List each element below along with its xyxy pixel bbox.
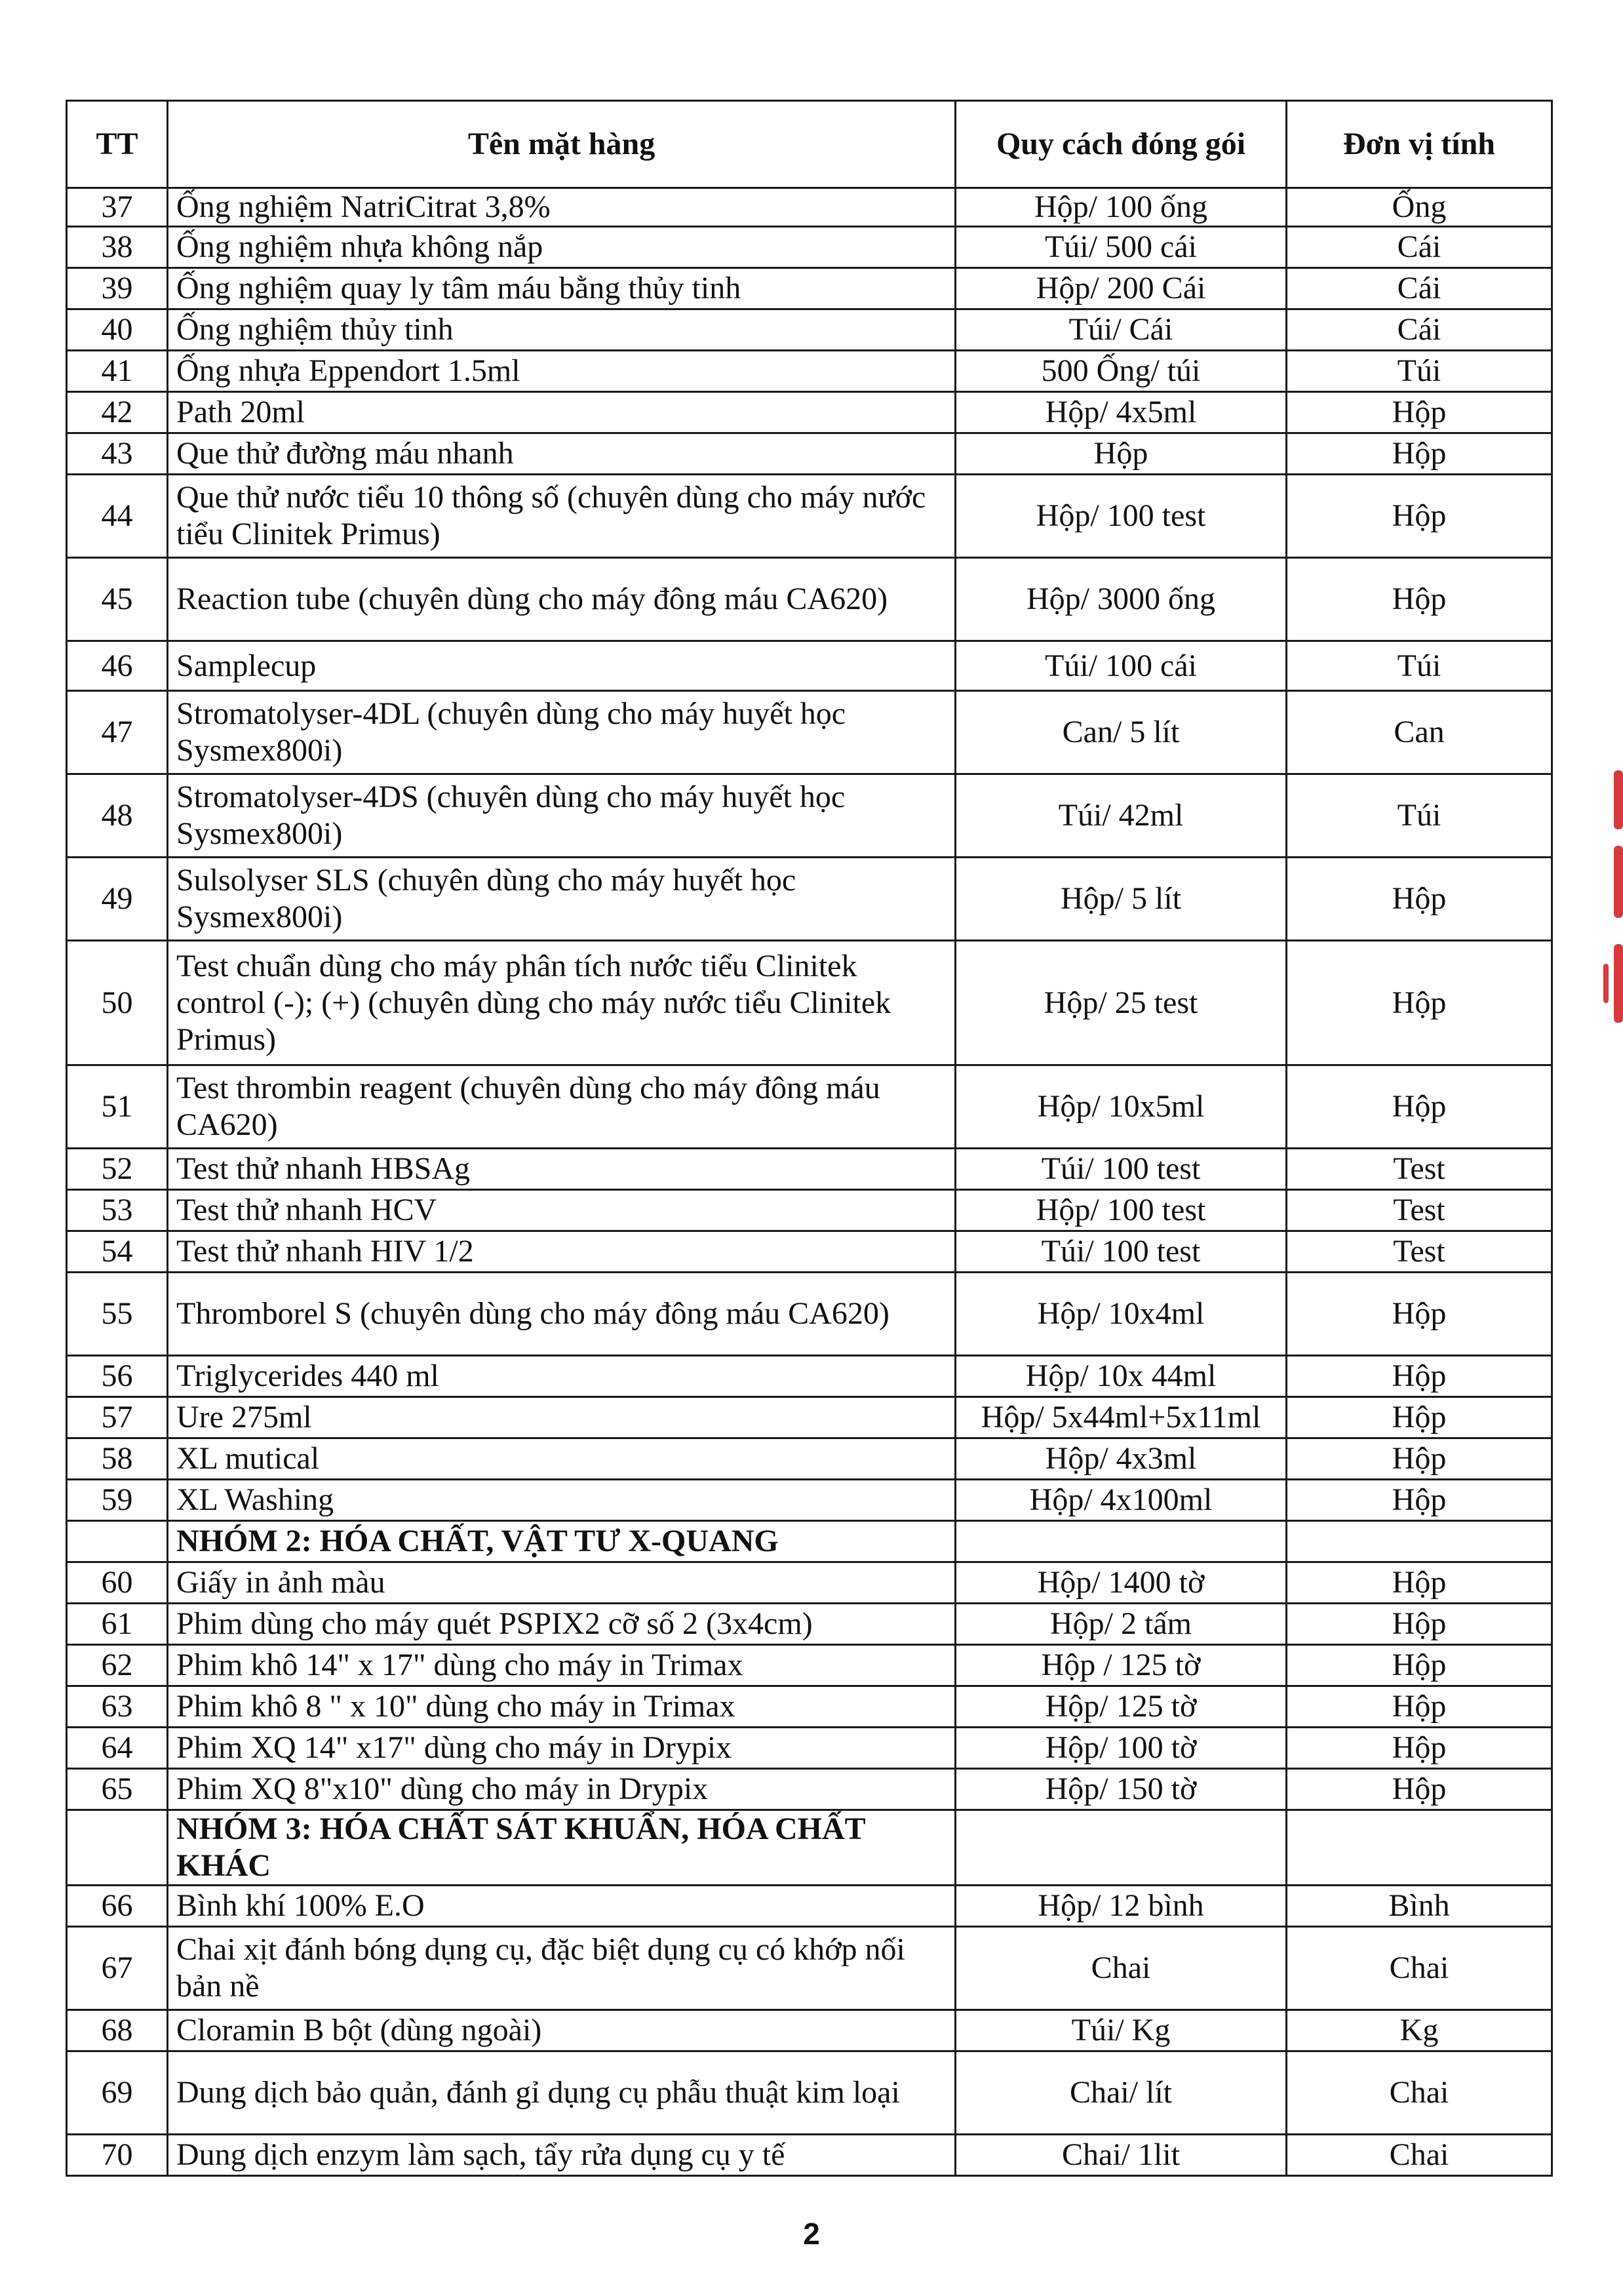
items-table xyxy=(66,100,1553,2177)
group-heading-row xyxy=(67,1521,1552,1562)
item-name: XL mutical xyxy=(168,1438,956,1480)
item-name: Stromatolyser-4DL (chuyên dùng cho máy huyết học Sysmex800i) xyxy=(168,691,956,774)
unit-of-measure: Túi xyxy=(1287,641,1552,691)
table-row xyxy=(67,1190,1552,1231)
packing-spec: Hộp/ 100 ống xyxy=(956,188,1287,227)
item-name: Test thrombin reagent (chuyên dùng cho máy đông máu CA620) xyxy=(168,1065,956,1149)
row-number: 49 xyxy=(67,858,168,941)
unit-of-measure: Hộp xyxy=(1287,1438,1552,1480)
packing-spec: Hộp/ 4x100ml xyxy=(956,1480,1287,1521)
header-tt: TT xyxy=(67,101,168,188)
packing-spec: Hộp/ 1400 tờ xyxy=(956,1562,1287,1604)
item-name: Phim XQ 8"x10" dùng cho máy in Drypix xyxy=(168,1769,956,1810)
table-row xyxy=(67,1886,1552,1927)
item-name: Thromborel S (chuyên dùng cho máy đông máu CA620) xyxy=(168,1273,956,1356)
row-number: 51 xyxy=(67,1065,168,1149)
unit-of-measure: Hộp xyxy=(1287,858,1552,941)
row-number: 38 xyxy=(67,227,168,268)
item-name: Giấy in ảnh màu xyxy=(168,1562,956,1604)
packing-spec: Hộp/ 100 test xyxy=(956,1190,1287,1231)
item-name: Samplecup xyxy=(168,641,956,691)
unit-of-measure: Bình xyxy=(1287,1886,1552,1927)
packing-spec: Túi/ 100 test xyxy=(956,1149,1287,1190)
unit-of-measure: Test xyxy=(1287,1149,1552,1190)
packing-spec: Hộp / 125 tờ xyxy=(956,1645,1287,1686)
packing-spec: Túi/ 100 test xyxy=(956,1231,1287,1273)
item-name: Que thử nước tiểu 10 thông số (chuyên dùng cho máy nước tiểu Clinitek Primus) xyxy=(168,475,956,558)
item-name: Stromatolyser-4DS (chuyên dùng cho máy huyết học Sysmex800i) xyxy=(168,774,956,858)
unit-of-measure: Can xyxy=(1287,691,1552,774)
table-row xyxy=(67,1927,1552,2010)
row-number: 65 xyxy=(67,1769,168,1810)
unit-of-measure: Hộp xyxy=(1287,1645,1552,1686)
packing-spec: Túi/ Kg xyxy=(956,2010,1287,2051)
table-row xyxy=(67,1397,1552,1438)
unit-of-measure: Test xyxy=(1287,1190,1552,1231)
row-number: 57 xyxy=(67,1397,168,1438)
item-name: Phim khô 8 " x 10" dùng cho máy in Trimax xyxy=(168,1686,956,1728)
item-name: Ống nghiệm nhựa không nắp xyxy=(168,227,956,268)
item-name: Ống nhựa Eppendort 1.5ml xyxy=(168,351,956,392)
row-number: 46 xyxy=(67,641,168,691)
row-number: 59 xyxy=(67,1480,168,1521)
row-number: 40 xyxy=(67,309,168,351)
row-number: 52 xyxy=(67,1149,168,1190)
row-number: 58 xyxy=(67,1438,168,1480)
unit-of-measure: Hộp xyxy=(1287,1604,1552,1645)
item-name: Sulsolyser SLS (chuyên dùng cho máy huyết học Sysmex800i) xyxy=(168,858,956,941)
table-row xyxy=(67,268,1552,309)
packing-spec: Hộp/ 5x44ml+5x11ml xyxy=(956,1397,1287,1438)
stamp-stroke xyxy=(1614,770,1623,829)
table-row xyxy=(67,1480,1552,1521)
packing-spec: 500 Ống/ túi xyxy=(956,351,1287,392)
packing-spec: Hộp/ 125 tờ xyxy=(956,1686,1287,1728)
item-name: Path 20ml xyxy=(168,392,956,433)
item-name: Dung dịch bảo quản, đánh gỉ dụng cụ phẫu thuật kim loại xyxy=(168,2051,956,2135)
unit-of-measure: Cái xyxy=(1287,309,1552,351)
item-name: Test thử nhanh HCV xyxy=(168,1190,956,1231)
table-row xyxy=(67,1273,1552,1356)
table-row xyxy=(67,2051,1552,2135)
table-body xyxy=(67,188,1552,2176)
row-number: 39 xyxy=(67,268,168,309)
table-row xyxy=(67,1231,1552,1273)
item-name: Bình khí 100% E.O xyxy=(168,1886,956,1927)
row-number: 50 xyxy=(67,941,168,1065)
row-number: 42 xyxy=(67,392,168,433)
item-name: Cloramin B bột (dùng ngoài) xyxy=(168,2010,956,2051)
table-row xyxy=(67,392,1552,433)
row-number: 48 xyxy=(67,774,168,858)
table-row xyxy=(67,641,1552,691)
unit-of-measure: Kg xyxy=(1287,2010,1552,2051)
row-number: 43 xyxy=(67,433,168,475)
item-name: Phim XQ 14" x17" dùng cho máy in Drypix xyxy=(168,1728,956,1769)
packing-spec: Hộp/ 10x 44ml xyxy=(956,1356,1287,1397)
packing-spec: Can/ 5 lít xyxy=(956,691,1287,774)
packing-spec: Hộp/ 4x3ml xyxy=(956,1438,1287,1480)
unit-of-measure: Túi xyxy=(1287,351,1552,392)
item-name: Chai xịt đánh bóng dụng cụ, đặc biệt dụng cụ có khớp nối bản nề xyxy=(168,1927,956,2010)
packing-spec: Chai xyxy=(956,1927,1287,2010)
unit-of-measure: Hộp xyxy=(1287,1686,1552,1728)
row-number xyxy=(67,1810,168,1886)
packing-spec: Chai/ 1lit xyxy=(956,2135,1287,2176)
item-name: NHÓM 3: HÓA CHẤT SÁT KHUẨN, HÓA CHẤT KHÁC xyxy=(168,1810,956,1886)
packing-spec: Hộp/ 12 bình xyxy=(956,1886,1287,1927)
packing-spec: Hộp/ 5 lít xyxy=(956,858,1287,941)
item-name: Test chuẩn dùng cho máy phân tích nước tiểu Clinitek control (-); (+) (chuyên dùng cho máy nước tiểu Clinitek Primus) xyxy=(168,941,956,1065)
unit-of-measure: Hộp xyxy=(1287,1562,1552,1604)
unit-of-measure: Cái xyxy=(1287,268,1552,309)
row-number: 64 xyxy=(67,1728,168,1769)
table-row xyxy=(67,1645,1552,1686)
table-row xyxy=(67,351,1552,392)
packing-spec: Hộp/ 10x5ml xyxy=(956,1065,1287,1149)
header-packing: Quy cách đóng gói xyxy=(956,101,1287,188)
packing-spec: Hộp/ 200 Cái xyxy=(956,268,1287,309)
row-number: 41 xyxy=(67,351,168,392)
unit-of-measure: Test xyxy=(1287,1231,1552,1273)
table-row xyxy=(67,1604,1552,1645)
table-row xyxy=(67,309,1552,351)
row-number xyxy=(67,1521,168,1562)
table-row xyxy=(67,774,1552,858)
table-row xyxy=(67,475,1552,558)
unit-of-measure: Chai xyxy=(1287,2135,1552,2176)
stamp-stroke xyxy=(1614,846,1623,918)
packing-spec: Hộp/ 2 tấm xyxy=(956,1604,1287,1645)
unit-of-measure: Hộp xyxy=(1287,1273,1552,1356)
packing-spec: Hộp/ 4x5ml xyxy=(956,392,1287,433)
item-name: Triglycerides 440 ml xyxy=(168,1356,956,1397)
row-number: 47 xyxy=(67,691,168,774)
unit-of-measure: Hộp xyxy=(1287,941,1552,1065)
table-row xyxy=(67,1149,1552,1190)
item-name: XL Washing xyxy=(168,1480,956,1521)
unit-of-measure: Hộp xyxy=(1287,475,1552,558)
item-name: Test thử nhanh HBSAg xyxy=(168,1149,956,1190)
row-number: 60 xyxy=(67,1562,168,1604)
stamp-stroke xyxy=(1603,964,1609,1003)
unit-of-measure: Hộp xyxy=(1287,392,1552,433)
packing-spec: Hộp/ 150 tờ xyxy=(956,1769,1287,1810)
unit-of-measure xyxy=(1287,1521,1552,1562)
row-number: 62 xyxy=(67,1645,168,1686)
packing-spec: Túi/ 500 cái xyxy=(956,227,1287,268)
unit-of-measure: Ống xyxy=(1287,188,1552,227)
packing-spec: Hộp/ 100 tờ xyxy=(956,1728,1287,1769)
packing-spec: Túi/ 100 cái xyxy=(956,641,1287,691)
table-row xyxy=(67,188,1552,227)
table-row xyxy=(67,1438,1552,1480)
item-name: Ống nghiệm thủy tinh xyxy=(168,309,956,351)
table-row xyxy=(67,941,1552,1065)
stamp-stroke xyxy=(1614,944,1623,1023)
table-row xyxy=(67,227,1552,268)
unit-of-measure: Hộp xyxy=(1287,1728,1552,1769)
packing-spec xyxy=(956,1810,1287,1886)
item-name: Phim khô 14" x 17" dùng cho máy in Trimax xyxy=(168,1645,956,1686)
table-row xyxy=(67,1356,1552,1397)
row-number: 70 xyxy=(67,2135,168,2176)
table-row xyxy=(67,1769,1552,1810)
packing-spec: Hộp/ 10x4ml xyxy=(956,1273,1287,1356)
table-row xyxy=(67,558,1552,641)
table-row xyxy=(67,2135,1552,2176)
item-name: Phim dùng cho máy quét PSPIX2 cỡ số 2 (3x4cm) xyxy=(168,1604,956,1645)
unit-of-measure: Túi xyxy=(1287,774,1552,858)
unit-of-measure: Hộp xyxy=(1287,1356,1552,1397)
unit-of-measure: Hộp xyxy=(1287,433,1552,475)
table-row xyxy=(67,1562,1552,1604)
packing-spec: Túi/ 42ml xyxy=(956,774,1287,858)
row-number: 63 xyxy=(67,1686,168,1728)
table-row xyxy=(67,858,1552,941)
row-number: 45 xyxy=(67,558,168,641)
item-name: Reaction tube (chuyên dùng cho máy đông máu CA620) xyxy=(168,558,956,641)
header-item-name: Tên mặt hàng xyxy=(168,101,956,188)
packing-spec: Hộp xyxy=(956,433,1287,475)
row-number: 37 xyxy=(67,188,168,227)
table-row xyxy=(67,2010,1552,2051)
row-number: 67 xyxy=(67,1927,168,2010)
item-name: Ống nghiệm quay ly tâm máu bằng thủy tinh xyxy=(168,268,956,309)
table-row xyxy=(67,691,1552,774)
unit-of-measure xyxy=(1287,1810,1552,1886)
row-number: 54 xyxy=(67,1231,168,1273)
unit-of-measure: Hộp xyxy=(1287,1065,1552,1149)
table-row xyxy=(67,1065,1552,1149)
packing-spec: Hộp/ 100 test xyxy=(956,475,1287,558)
packing-spec: Túi/ Cái xyxy=(956,309,1287,351)
row-number: 55 xyxy=(67,1273,168,1356)
row-number: 53 xyxy=(67,1190,168,1231)
unit-of-measure: Cái xyxy=(1287,227,1552,268)
unit-of-measure: Hộp xyxy=(1287,1480,1552,1521)
row-number: 61 xyxy=(67,1604,168,1645)
table-row xyxy=(67,1728,1552,1769)
unit-of-measure: Hộp xyxy=(1287,1769,1552,1810)
packing-spec: Hộp/ 25 test xyxy=(956,941,1287,1065)
group-heading-row xyxy=(67,1810,1552,1886)
header-unit: Đơn vị tính xyxy=(1287,101,1552,188)
packing-spec xyxy=(956,1521,1287,1562)
table-row xyxy=(67,433,1552,475)
row-number: 68 xyxy=(67,2010,168,2051)
item-name: Ure 275ml xyxy=(168,1397,956,1438)
item-name: Que thử đường máu nhanh xyxy=(168,433,956,475)
unit-of-measure: Chai xyxy=(1287,2051,1552,2135)
table-row xyxy=(67,1686,1552,1728)
packing-spec: Chai/ lít xyxy=(956,2051,1287,2135)
page-number: 2 xyxy=(803,2217,820,2251)
row-number: 66 xyxy=(67,1886,168,1927)
row-number: 69 xyxy=(67,2051,168,2135)
row-number: 44 xyxy=(67,475,168,558)
packing-spec: Hộp/ 3000 ống xyxy=(956,558,1287,641)
item-name: NHÓM 2: HÓA CHẤT, VẬT TƯ X-QUANG xyxy=(168,1521,956,1562)
item-name: Ống nghiệm NatriCitrat 3,8% xyxy=(168,188,956,227)
item-name: Test thử nhanh HIV 1/2 xyxy=(168,1231,956,1273)
unit-of-measure: Hộp xyxy=(1287,558,1552,641)
unit-of-measure: Chai xyxy=(1287,1927,1552,2010)
row-number: 56 xyxy=(67,1356,168,1397)
table-header-row xyxy=(67,101,1552,188)
unit-of-measure: Hộp xyxy=(1287,1397,1552,1438)
item-name: Dung dịch enzym làm sạch, tẩy rửa dụng cụ y tế xyxy=(168,2135,956,2176)
